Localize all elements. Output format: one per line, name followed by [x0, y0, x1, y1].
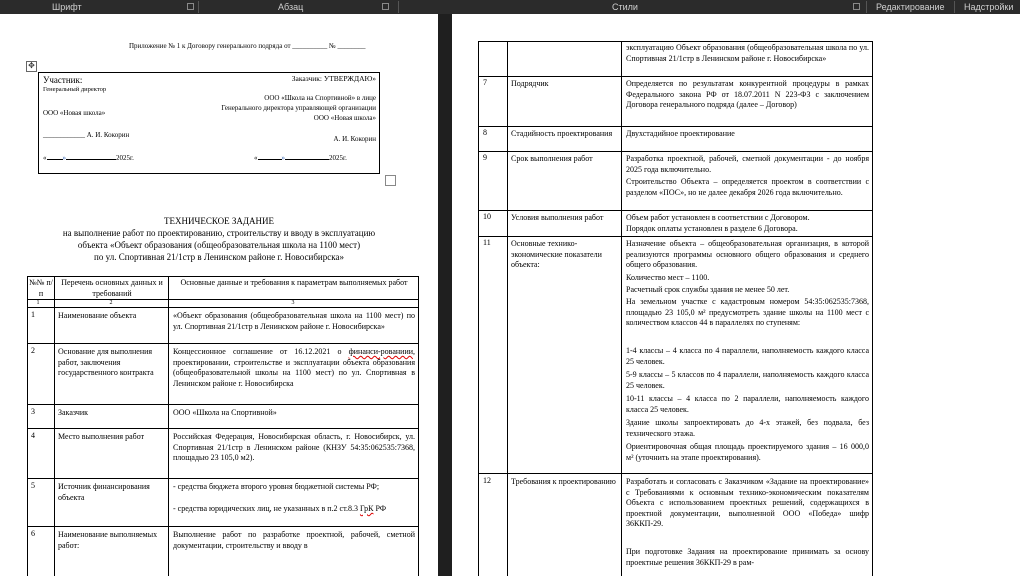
- row-name: Стадийность проектирования: [511, 129, 613, 138]
- customer-label: Заказчик: УТВЕРЖДАЮ»: [291, 74, 376, 83]
- header-number: №№ п/п: [29, 278, 53, 298]
- participant-signature: ____________ А. И. Кокорин: [43, 131, 130, 139]
- row-value: Двухстадийное проектирование: [626, 129, 735, 138]
- row-value: - средства юридических лиц, не указанных в п.2 ст.8.3 ГрК РФ: [173, 504, 387, 513]
- row-value: Российская Федерация, Новосибирская область, г. Новосибирск, ул. Спортивная 21/1стр в Ленинском районе (КНЗУ 54:35:062535:7368, площадью 23 105,0 м2).: [173, 432, 415, 462]
- row-number: 11: [483, 238, 491, 247]
- title-line-1: ТЕХНИЧЕСКОЕ ЗАДАНИЕ: [163, 216, 274, 226]
- table-resize-handle-icon[interactable]: [385, 175, 396, 186]
- row-name: Наименование выполняемых работ:: [58, 530, 158, 550]
- document-page-2[interactable]: [452, 14, 1020, 576]
- ribbon-separator: [198, 1, 199, 13]
- row-name: Заказчик: [58, 408, 89, 417]
- row-value: 1-4 классы – 4 класса по 4 параллели, наполняемость каждого класса 25 человек.: [626, 346, 869, 366]
- row-name: Срок выполнения работ: [511, 154, 593, 163]
- title-line-3: объекта «Объект образования (общеобразовательная школа на 1100 мест): [77, 240, 361, 250]
- appendix-line: Приложение № 1 к Договору генерального подряда от __________ № ________: [129, 42, 366, 50]
- row-number: 9: [483, 153, 487, 162]
- row-value: Выполнение работ по разработке проектной, рабочей, сметной документации, строительству и вводу в: [173, 530, 415, 550]
- ribbon-separator: [866, 1, 867, 13]
- row-name: Источник финансирования объекта: [58, 482, 150, 502]
- row-name: Основные технико-экономические показатели объекта:: [511, 239, 602, 269]
- row-number: 5: [31, 481, 35, 490]
- row-number: 12: [483, 476, 491, 485]
- participant-label: Участник:: [43, 75, 83, 85]
- row-name: Основание для выполнения работ, заключения государственного контракта: [58, 347, 154, 377]
- header-list: Перечень основных данных и требований: [61, 278, 163, 298]
- ribbon-group-paragraph[interactable]: Абзац: [278, 2, 304, 12]
- row-number: 7: [483, 78, 487, 87]
- row-value: 10-11 классы – 4 класса по 2 параллели, наполняемость каждого класса 25 человек.: [626, 394, 869, 414]
- row-value: Разработать и согласовать с Заказчиком «Задание на проектирование» с Требованиями к основным технико-экономическим показателям Объекта с использованием проектных решений, содержащихся в проектной документации, выполненной ООО «Победа» шифр 36ККП-29.: [626, 477, 869, 528]
- row-value: - средства бюджета второго уровня бюджетной системы РФ;: [173, 482, 380, 491]
- row-number: 3: [31, 407, 35, 416]
- row-value: На земельном участке с кадастровым номером 54:35:062535:7368, площадью 23 105,0 м² предусмотреть здание школы на 1100 мест с количеством классов 44 в параллелях по ступеням:: [626, 297, 869, 327]
- row-value: Определяется по результатам конкурентной процедуры в рамках Федерального закона РФ от 18.07.2011 N 223-ФЗ с заключением Договора генерального подряда (далее – Договор): [626, 79, 869, 109]
- participant-org: ООО «Новая школа»: [43, 109, 106, 117]
- customer-line-2: Генерального директора управляющей организации: [221, 104, 376, 112]
- ribbon-group-editing[interactable]: Редактирование: [876, 2, 945, 12]
- row-value: Концессионное соглашение от 16.12.2021 о финанси-рованиии, проектировании, строительстве и эксплуатации объекта образования (общеобразовательной школы на 1100 мест) по ул. Спортивная в Ленинском районе г. Новосибирска: [173, 347, 415, 388]
- title-line-2: на выполнение работ по проектированию, строительству и вводу в эксплуатацию: [62, 228, 376, 238]
- header-requirements: Основные данные и требования к параметрам выполняемых работ: [180, 278, 408, 287]
- participant-role: Генеральный директор: [43, 86, 107, 93]
- paragraph-dialog-launcher-icon[interactable]: [382, 3, 389, 10]
- row-value: При подготовке Задания на проектирование принимать за основу проектные решения 36ККП-29 в рам-: [626, 547, 869, 567]
- customer-signature: А. И. Кокорин: [333, 135, 376, 143]
- participant-date: « » 2025г.: [43, 154, 134, 162]
- row-number: 1: [31, 310, 35, 319]
- title-line-4: по ул. Спортивная 21/1стр в Ленинском районе г. Новосибирска»: [94, 252, 344, 262]
- row-value: ООО «Школа на Спортивной»: [173, 408, 277, 417]
- row-value: Расчетный срок службы здания не менее 50 лет.: [626, 285, 790, 294]
- row-number: 4: [31, 431, 35, 440]
- ribbon-separator: [954, 1, 955, 13]
- row-number: 8: [483, 128, 487, 137]
- styles-dialog-launcher-icon[interactable]: [853, 3, 860, 10]
- row-number: 10: [483, 212, 491, 221]
- header-index-3: 3: [291, 300, 295, 306]
- ribbon-group-addins[interactable]: Надстройки: [964, 2, 1014, 12]
- row-value: Количество мест – 1100.: [626, 273, 710, 282]
- customer-line-3: ООО «Новая школа»: [313, 114, 376, 122]
- ribbon-bar: [0, 0, 1020, 14]
- table-move-handle-icon[interactable]: ✥: [26, 61, 37, 72]
- row-name: Наименование объекта: [58, 311, 137, 320]
- continued-text: эксплуатацию Объект образования (общеобразовательная школа по ул. Спортивная 21/1стр в Ленинском районе г. Новосибирска»: [626, 43, 869, 63]
- row-number: 6: [31, 529, 35, 538]
- row-name: Требования к проектированию: [511, 477, 616, 486]
- row-name: Условия выполнения работ: [511, 213, 604, 222]
- row-value: 5-9 классы – 5 классов по 4 параллели, наполняемость каждого класса 25 человек.: [626, 370, 869, 390]
- header-index-1: 1: [36, 300, 40, 306]
- customer-line-1: ООО «Школа на Спортивной» в лице: [264, 94, 376, 102]
- row-name: Подрядчик: [511, 79, 549, 88]
- font-dialog-launcher-icon[interactable]: [187, 3, 194, 10]
- ribbon-separator: [398, 1, 399, 13]
- row-value: Назначение объекта – общеобразовательная организация, в которой реализуются программы основного общего образования и среднего общего образования.: [626, 239, 869, 269]
- row-value: Порядок оплаты установлен в разделе 6 Договора.: [626, 224, 798, 233]
- row-value: Здание школы запроектировать до 4-х этажей, без подвала, без технического этажа.: [626, 418, 869, 438]
- row-value: Строительство Объекта – определяется проектом в соответствии с разделом «ПОС», но не далее декабря 2026 года включительно.: [626, 177, 869, 197]
- ribbon-group-font[interactable]: Шрифт: [52, 2, 82, 12]
- row-value: Ориентировочная общая площадь проектируемого здания – 16 000,0 м² (уточнить на этапе проектирования).: [626, 442, 869, 462]
- header-index-2: 2: [109, 300, 113, 306]
- document-page-1[interactable]: [0, 14, 438, 576]
- ribbon-group-styles[interactable]: Стили: [612, 2, 638, 12]
- row-value: «Объект образования (общеобразовательная школа на 1100 мест) по ул. Спортивная 21/1стр в Ленинском районе г. Новосибирска»: [173, 311, 415, 331]
- row-value: Объем работ установлен в соответствии с Договором.: [626, 213, 810, 222]
- row-name: Место выполнения работ: [58, 432, 145, 441]
- customer-date: « » 2025г.: [254, 154, 347, 162]
- row-number: 2: [31, 346, 35, 355]
- row-value: Разработка проектной, рабочей, сметной документации - до ноября 2025 года включительно.: [626, 154, 869, 174]
